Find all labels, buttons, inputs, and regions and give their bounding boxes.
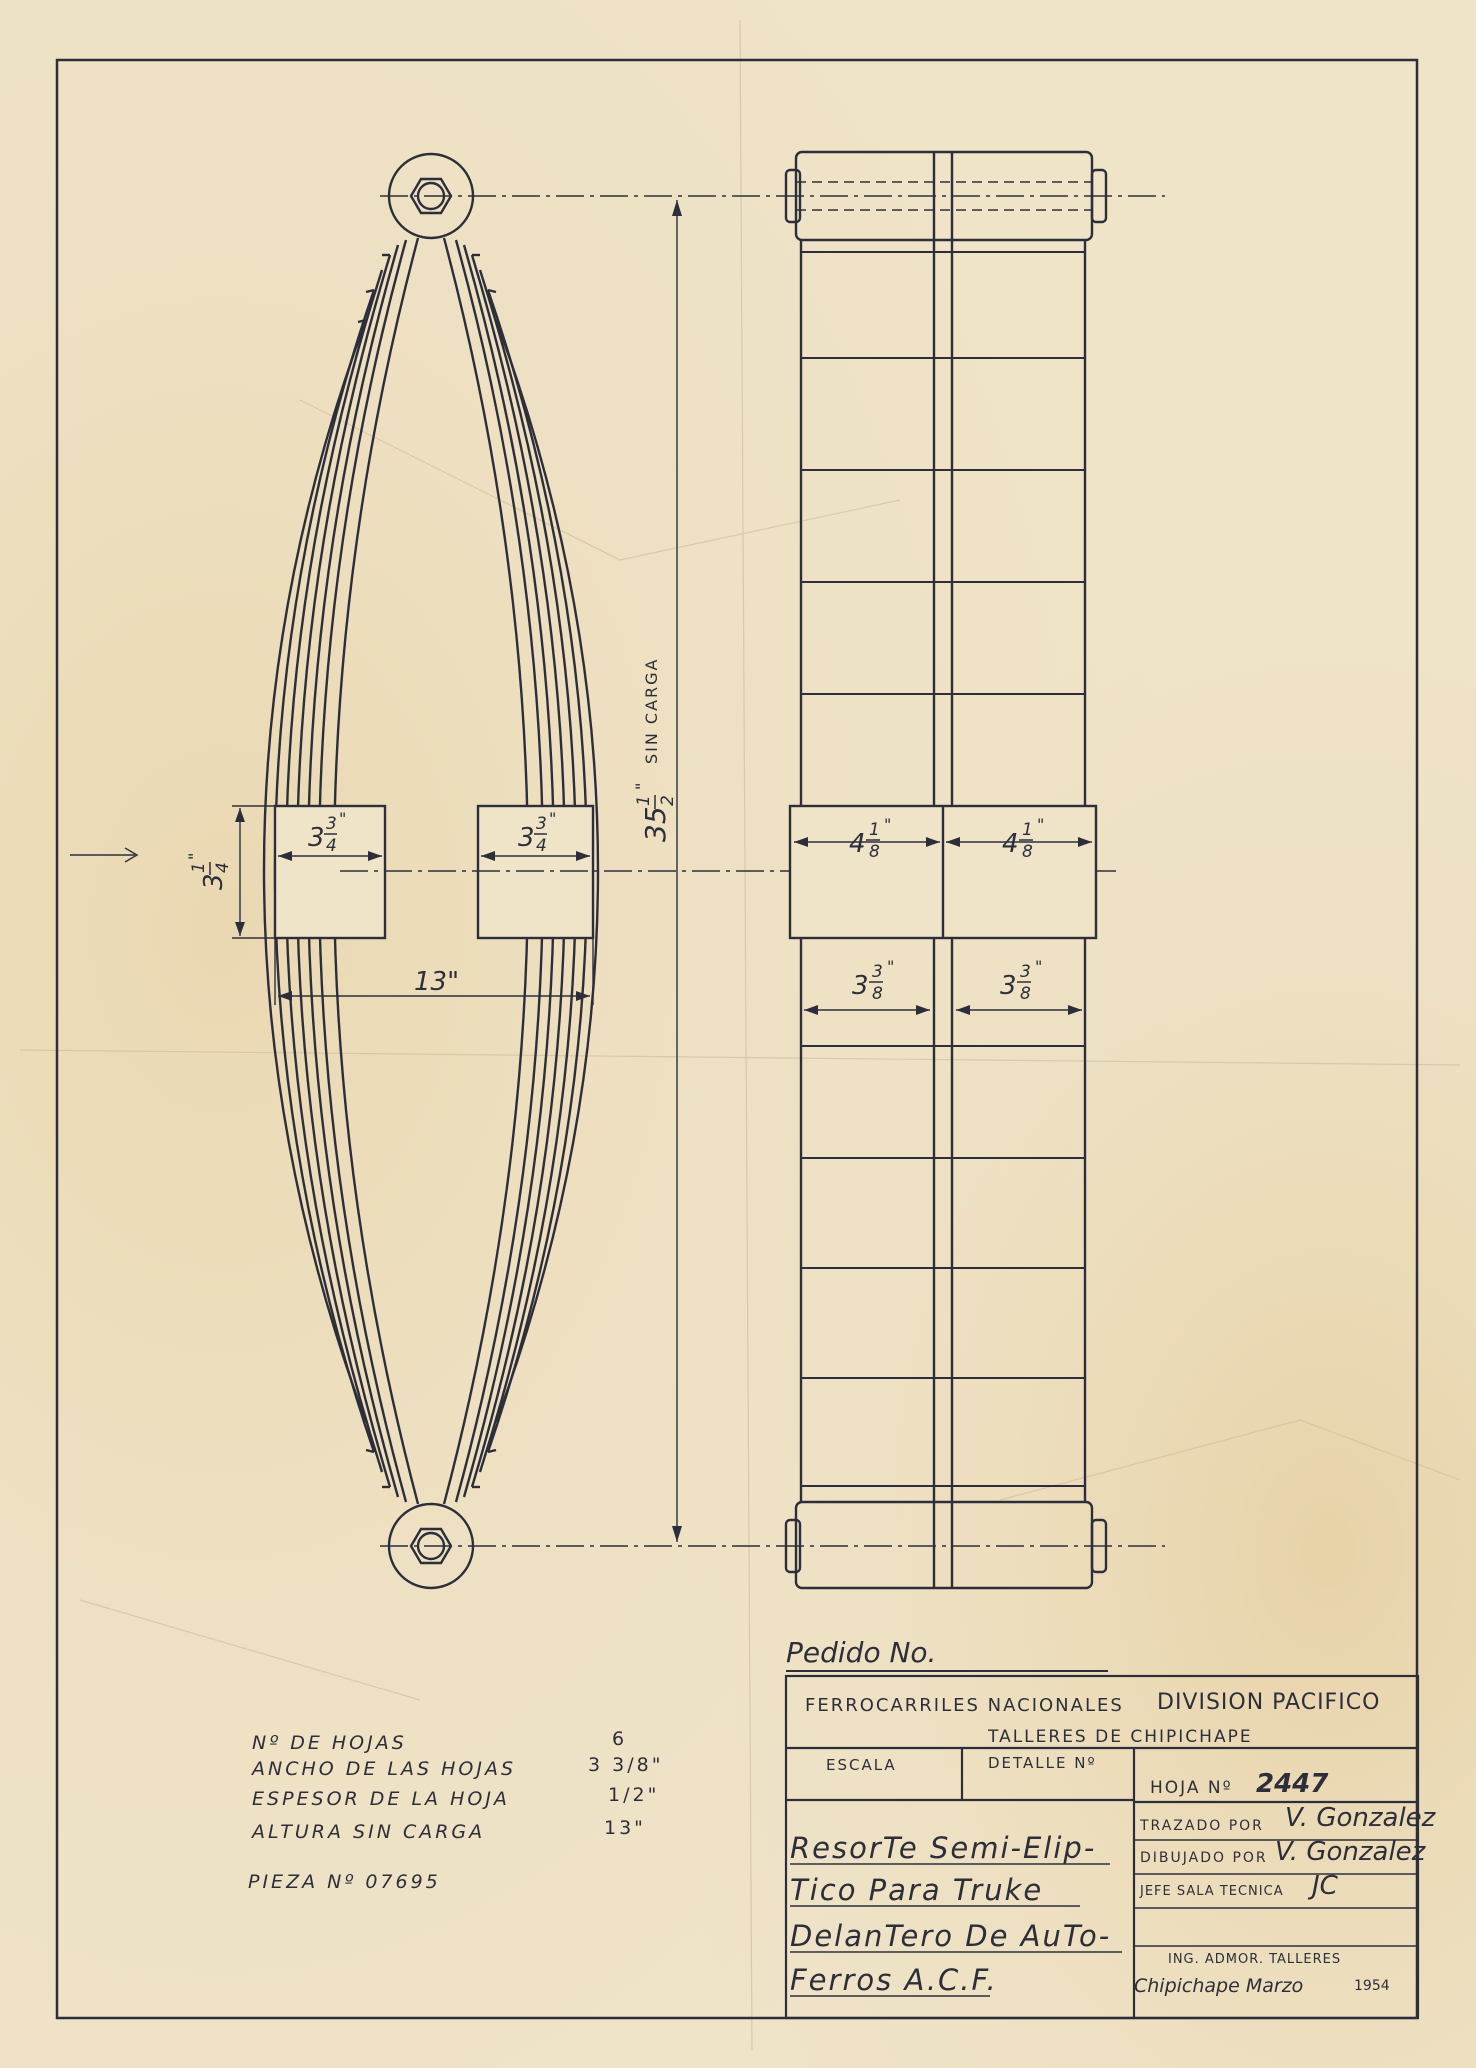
svg-text:": ": [339, 809, 347, 828]
band-width-left-label: 3: [308, 823, 325, 853]
svg-text:": ": [185, 852, 204, 860]
svg-text:": ": [632, 782, 651, 790]
svg-text:2: 2: [658, 795, 678, 806]
svg-text:4: 4: [536, 836, 547, 856]
chief-label: JEFE SALA TECNICA: [1140, 1884, 1284, 1899]
spec-value: 6: [612, 1728, 628, 1750]
svg-text:1: 1: [189, 862, 209, 873]
svg-text:Ferros A.C.F.: Ferros A.C.F.: [790, 1963, 998, 1997]
svg-text:": ": [884, 815, 892, 834]
svg-text:1: 1: [869, 820, 880, 840]
division-name: DIVISION PACIFICO: [1157, 1690, 1381, 1715]
spec-value: 13": [604, 1817, 646, 1839]
company-name: FERROCARRILES NACIONALES: [805, 1695, 1124, 1716]
place-and-month: Chipichape Marzo: [1134, 1975, 1304, 1997]
band-height-label: 3: [199, 873, 229, 890]
svg-text:3: 3: [1020, 962, 1031, 982]
svg-text:8: 8: [872, 984, 883, 1004]
workshop-name: TALLERES DE CHIPICHAPE: [988, 1727, 1253, 1747]
traced-by-label: TRAZADO POR: [1140, 1818, 1264, 1834]
year: 1954: [1354, 1978, 1390, 1994]
band-half-left-label: 4: [849, 829, 866, 859]
order-label: Pedido No.: [786, 1636, 937, 1669]
svg-text:DelanTero De AuTo-: DelanTero De AuTo-: [790, 1919, 1112, 1953]
svg-text:ResorTe Semi-Elip-: ResorTe Semi-Elip-: [790, 1831, 1097, 1865]
svg-text:8: 8: [1020, 984, 1031, 1004]
sheet-label: HOJA Nº: [1150, 1778, 1233, 1798]
leaf-half-left-label: 3: [852, 971, 869, 1001]
no-load-note: SIN CARGA: [642, 657, 661, 764]
spec-label: ANCHO DE LAS HOJAS: [252, 1758, 517, 1780]
svg-text:Tico Para Truke: Tico Para Truke: [790, 1873, 1044, 1907]
spec-label: ALTURA SIN CARGA: [252, 1821, 486, 1843]
piece-number: PIEZA Nº 07695: [248, 1871, 441, 1893]
band-half-right-label: 4: [1002, 829, 1019, 859]
svg-text:1: 1: [1022, 820, 1033, 840]
svg-text:3: 3: [872, 962, 883, 982]
spec-label: ESPESOR DE LA HOJA: [252, 1788, 510, 1810]
chief-signature: JC: [1312, 1871, 1338, 1901]
sheet-number: 2447: [1256, 1769, 1329, 1799]
drawn-by-label: DIBUJADO POR: [1140, 1850, 1268, 1866]
overall-length-label: 35: [639, 806, 672, 842]
admin-label: ING. ADMOR. TALLERES: [1168, 1952, 1342, 1967]
detail-label: DETALLE Nº: [988, 1754, 1097, 1772]
scale-label: ESCALA: [826, 1756, 897, 1774]
svg-text:": ": [549, 809, 557, 828]
svg-text:8: 8: [1022, 842, 1033, 862]
traced-by-signature: V. Gonzalez: [1285, 1803, 1436, 1833]
svg-text:": ": [1037, 815, 1045, 834]
svg-text:": ": [887, 957, 895, 976]
band-width-right-label: 3: [518, 823, 535, 853]
svg-text:8: 8: [869, 842, 880, 862]
svg-text:": ": [1035, 957, 1043, 976]
leaf-span-label: 13": [414, 967, 460, 997]
svg-text:3: 3: [536, 814, 547, 834]
spec-label: Nº DE HOJAS: [252, 1732, 407, 1754]
spec-value: 3 3/8": [588, 1754, 664, 1776]
spec-value: 1/2": [608, 1784, 660, 1806]
svg-text:4: 4: [213, 862, 233, 873]
svg-text:1: 1: [634, 795, 654, 806]
leaf-half-right-label: 3: [1000, 971, 1017, 1001]
svg-text:3: 3: [326, 814, 337, 834]
drawn-by-signature: V. Gonzalez: [1275, 1837, 1426, 1867]
svg-text:4: 4: [326, 836, 337, 856]
